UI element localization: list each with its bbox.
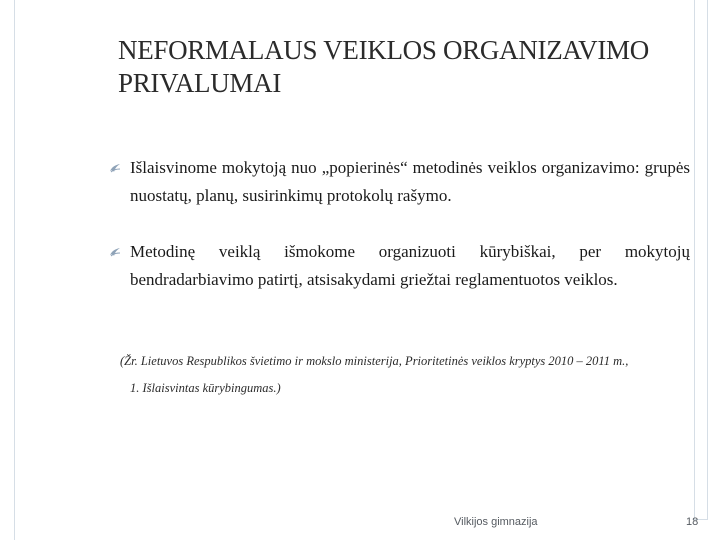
bullet-text-2: Metodinę veiklą išmokome organizuoti kūrybiškai, per mokytojų bendradarbiavimo patirtį, atsisakydami griežtai reglamentuotos veiklos.	[130, 242, 690, 289]
bullet-item-2	[108, 238, 690, 294]
footer-page-number: 18	[686, 516, 699, 528]
slide-title-line-2: PRIVALUMAI	[118, 68, 282, 98]
slide-frame-left	[14, 0, 15, 540]
bullet-item-1	[108, 154, 690, 210]
bullet-icon	[108, 161, 122, 175]
reference-note-line-1: (Žr. Lietuvos Respublikos švietimo ir mokslo ministerija, Prioritetinės veiklos kryptys 2010 – 2011 m.,	[120, 354, 629, 368]
slide-frame-right	[694, 0, 708, 520]
footer-organization: Vilkijos gimnazija	[454, 516, 538, 528]
slide-title-line-1: NEFORMALAUS VEIKLOS ORGANIZAVIMO	[118, 35, 649, 65]
reference-note-line-2: 1. Išlaisvintas kūrybingumas.)	[130, 381, 281, 395]
bullet-icon	[108, 245, 122, 259]
reference-note	[120, 348, 700, 402]
bullet-text-1: Išlaisvinome mokytoją nuo „popierinės“ metodinės veiklos organizavimo: grupės nuostatų, planų, susirinkimų protokolų rašymo.	[130, 158, 690, 205]
slide-title	[118, 34, 688, 100]
